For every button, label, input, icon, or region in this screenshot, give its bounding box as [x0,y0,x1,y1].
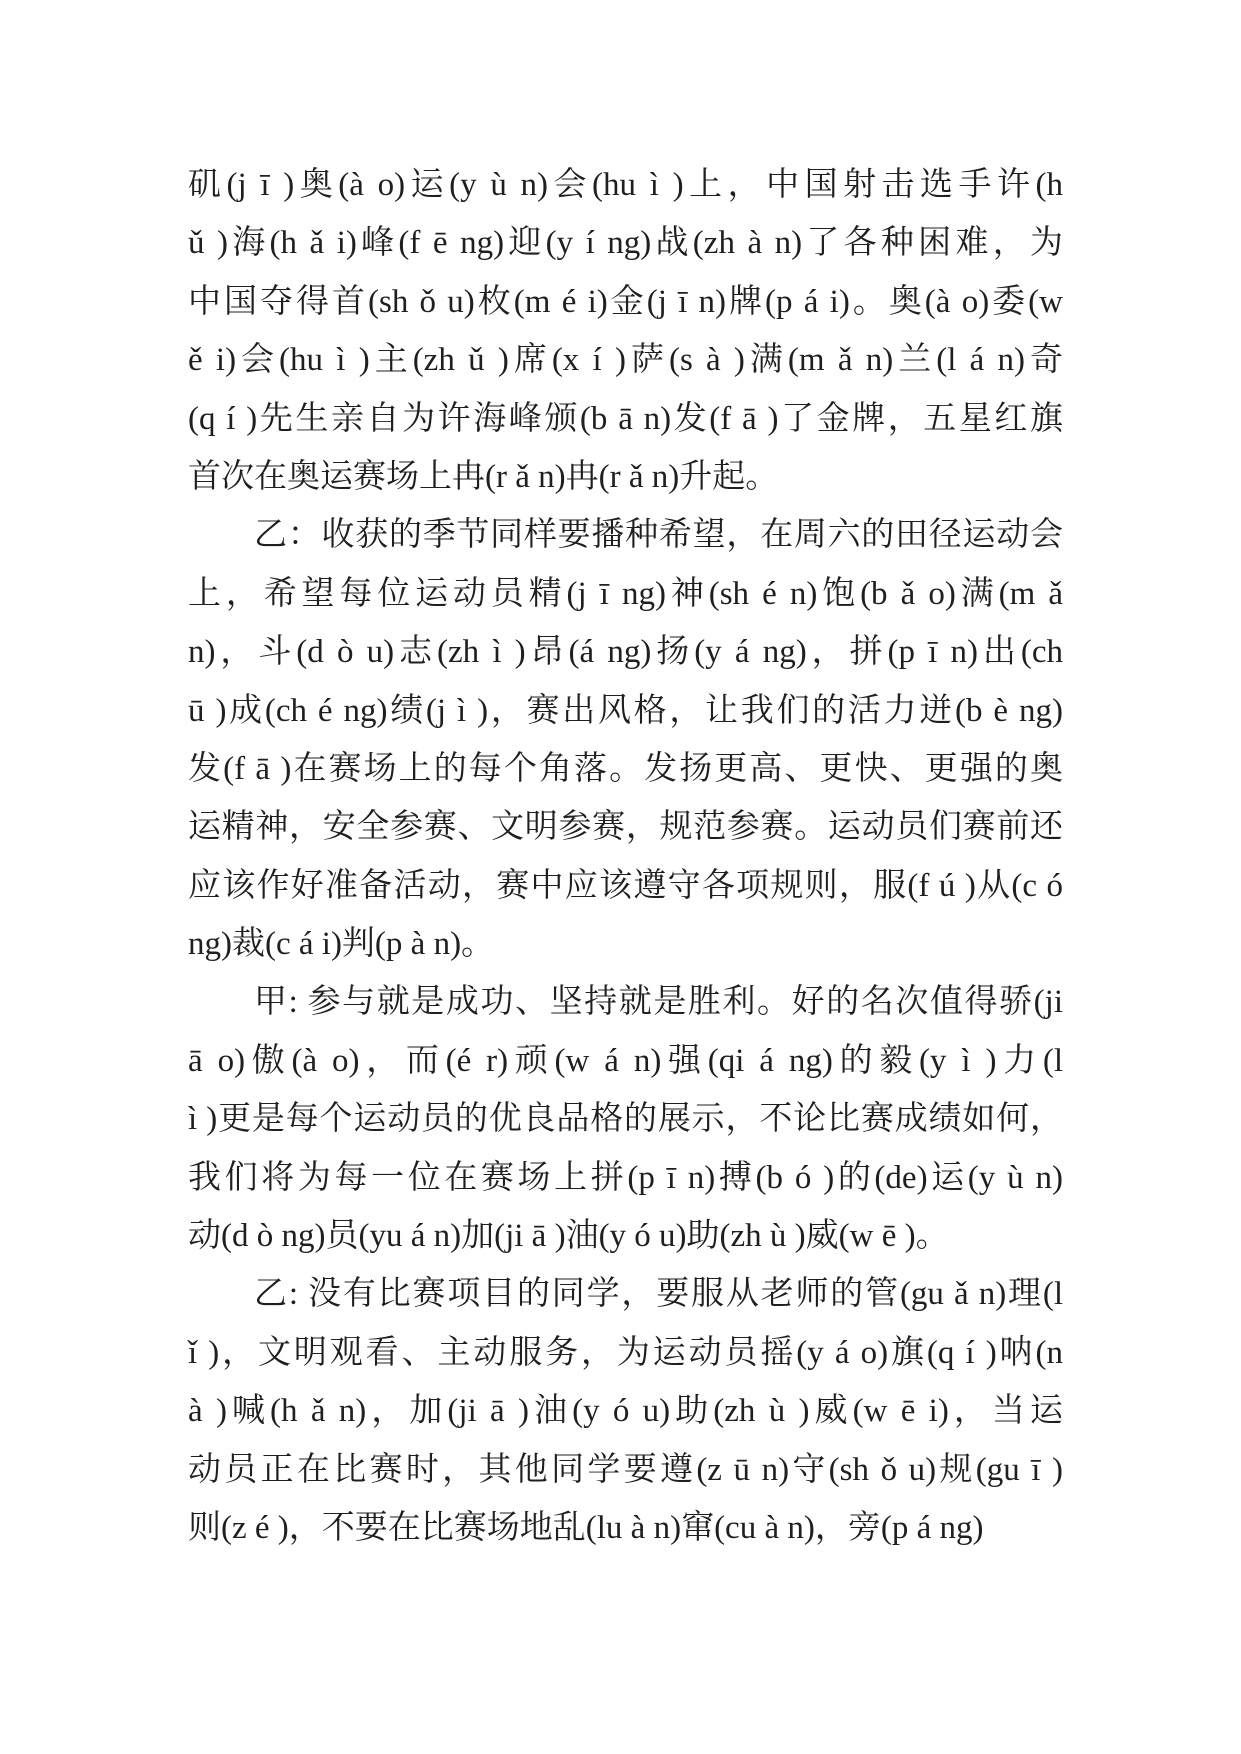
text-line-paragraph-end: 首次在奥运赛场上冉(r ǎ n)冉(r ǎ n)升起。 [188,458,779,495]
text-line-paragraph-end: 动(d ò ng)员(yu á n)加(ji ā )油(y ó u)助(zh ù )威(w ē )。 [188,1218,949,1255]
text-line: 运精神，安全参赛、文明参赛，规范参赛。运动员们赛前还 [188,809,1063,846]
text-line: à )喊(h ǎ n)，加(ji ā )油(y ó u)助(zh ù )威(w ē i)，当运 [188,1393,1063,1430]
text-line: ū )成(ch é ng)绩(j ì )，赛出风格，让我们的活力迸(b è ng) [188,692,1063,729]
text-line: ǔ )海(h ǎ i)峰(f ē ng)迎(y í ng)战(zh à n)了各种困难，为 [188,225,1063,262]
text-line-paragraph-start: 甲: 参与就是成功、坚持就是胜利。好的名次值得骄(ji [254,984,1063,1021]
text-line: 动员正在比赛时，其他同学要遵(z ū n)守(sh ǒ u)规(gu ī ) [188,1451,1063,1488]
text-line: 发(f ā )在赛场上的每个角落。发扬更高、更快、更强的奥 [188,750,1063,787]
text-line: n)，斗(d ò u)志(zh ì )昂(á ng)扬(y á ng)，拼(p ī n)出(ch [188,634,1063,671]
text-line: 中国夺得首(sh ǒ u)枚(m é i)金(j ī n)牌(p á i)。奥(à o)委(w [188,283,1063,320]
text-line: 应该作好准备活动，赛中应该遵守各项规则，服(f ú )从(c ó [188,867,1063,904]
text-line: (q í )先生亲自为许海峰颁(b ā n)发(f ā )了金牌，五星红旗 [188,400,1063,437]
text-line: ǐ )，文明观看、主动服务，为运动员摇(y á o)旗(q í )呐(n [188,1334,1063,1371]
text-line: 我们将为每一位在赛场上拼(p ī n)搏(b ó )的(de)运(y ù n) [188,1159,1063,1196]
text-line-paragraph-start: 乙: 没有比赛项目的同学，要服从老师的管(gu ǎ n)理(l [254,1276,1063,1313]
text-line: 则(z é )，不要在比赛场地乱(lu à n)窜(cu à n)，旁(p á ng) [188,1509,984,1546]
text-line: ě i)会(hu ì )主(zh ǔ )席(x í )萨(s à )满(m ǎ n)兰(l á n)奇 [188,342,1063,379]
text-line-paragraph-start: 乙：收获的季节同样要播种希望，在周六的田径运动会 [254,517,1063,554]
text-line: 上，希望每位运动员精(j ī ng)神(sh é n)饱(b ǎ o)满(m ǎ [188,575,1063,612]
text-line: ā o)傲(à o)，而(é r)顽(w á n)强(qi á ng)的毅(y ì )力(l [188,1042,1063,1079]
text-line: 矶(j ī )奥(à o)运(y ù n)会(hu ì )上，中国射击选手许(h [188,167,1063,203]
text-line-paragraph-end: ng)裁(c á i)判(p à n)。 [188,926,495,963]
text-line: ì )更是每个运动员的优良品格的展示，不论比赛成绩如何， [188,1101,1063,1138]
